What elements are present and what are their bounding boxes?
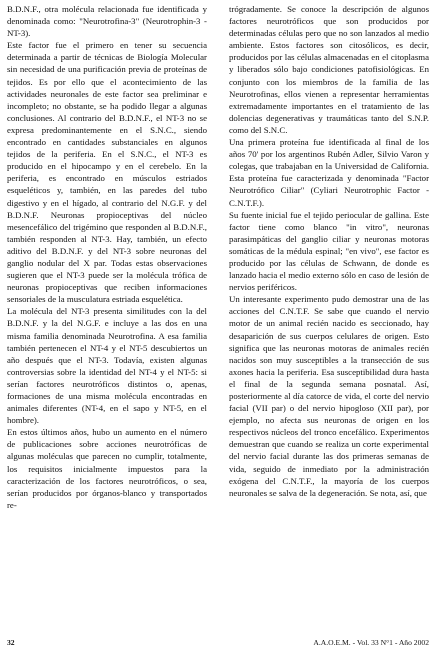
journal-citation: A.A.O.E.M. - Vol. 33 N°1 - Año 2002 [313, 638, 429, 647]
paragraph: Un interesante experimento pudo demostrar una de las acciones del C.N.T.F. Se sabe que cuando el nervio motor de un animal recién nacido es seccionado, hay desaparición de sus cuerpos celulares de origen. Esto significa que las neuronas motoras de animales recién nacidos son muy susceptibles a la transección de sus axones hacia la periferia. Esa susceptibilidad dura hasta el final de la segunda semana posnatal. Así, posteriormente al día catorce de vida, el corte del nervio facial (VII par) o del nervio hipogloso (XII par), por ejemplo, no afecta sus neuronas de origen en los respectivos núcleos del tronco encefálico. Experimentos demuestran que cuando se realiza un corte experimental del nervio facial durante las dos primeras semanas de vida, seguido de inmediato por la administración exógena del C.N.T.F., la mayoría de los cuerpos neuronales se salva de la degeneración. Se nota, así, que [229, 294, 429, 498]
paragraph: En estos últimos años, hubo un aumento en el número de publicaciones sobre acciones neurotróficas de algunas moléculas que parecen no cumplir, totalmente, los requisitos inicialmente impuestos para la caracterización de los factores neurotróficos, o sea, serían producidos por órganos-blanco y transportados re- [7, 427, 207, 510]
paragraph: Este factor fue el primero en tener su secuencia determinada a partir de técnicas de Biología Molecular sin necesidad de una purificación previa de proteínas de tejidos. Es por ello que el acontecimiento de las actividades neuronales de este factor sea preliminar e incompleto; no obstante, se ha podido llegar a algunas conclusiones. Al contrario del B.D.N.F., el NT-3 no se expresa predominantemente en el S.N.C., siendo encontrado en cantidades substanciales en algunos tejidos de la periferia. En el S.N.C., el NT-3 es producido en el hipocampo y en el cerebelo. En la periferia, es encontrado en músculos estriados esqueléticos y, también, en las paredes del tubo digestivo y en el hígado, al contrario del N.G.F. y del B.D.N.F. Neuronas propioceptivas del núcleo mesencefálico del trigémino que responden al B.D.N.F., también responden al NT-3. Hay, también, un efecto aditivo del B.D.N.F. y del NT-3 sobre neuronas del ganglio nodular del X par. Todas estas observaciones sugieren que el NT-3 puede ser la molécula trófica de neuronas propioceptivas que reciben informaciones sensoriales de la musculatura estriada esquelética. [7, 40, 207, 305]
paragraph: Su fuente inicial fue el tejido periocular de gallina. Este factor tiene como blanco "in vitro", neuronas parasimpáticas del ganglio ciliar y neuronas motoras somáticas de la médula espinal; "en vivo", ese factor es producido por las células de Schwann, de donde es lanzado hacia el medio externo sólo en caso de lesión de nervios periféricos. [229, 209, 429, 293]
paragraph: trógradamente. Se conoce la descripción de algunos factores neurotróficos que son producidos por determinadas células pero que no son lanzados al medio ambiente. Estos factores son citosólicos, es decir, producidos por las células almacenadas en el citoplasma y liberados sólo bajo condiciones patofisiológicas. En conjunto con los miembros de la familia de las Neurotrofinas, ellos vienen a representar herramientas extremadamente importantes en el tratamiento de las dolencias degenerativas y traumáticas tanto del S.N.P. como del S.N.C. [229, 4, 429, 135]
paragraph: La molécula del NT-3 presenta similitudes con la del B.D.N.F. y la del N.G.F. e incluye a las dos en una misma familia denominada Neurotrofina. A esa familia también pertenecen el NT-4 y el NT-5 descubiertos un año después que el NT-3. Todavía, existen algunas controversias sobre la identidad del NT-4 y el NT-5: si serían factores neurotróficos distintos o, apenas, formaciones de una misma molécula encontradas en animales diferentes (NT-4, en el sapo y NT-5, en el hombre). [7, 306, 207, 426]
page-number: 32 [7, 638, 15, 647]
right-column [229, 3, 429, 499]
left-column [7, 3, 207, 511]
paragraph: Una primera proteína fue identificada al final de los años 70' por los argentinos Rubén Adler, Silvio Varon y colegas, que trabajaban en la Universidad de California. Esta proteína fue caracterizada y denominada "Factor Neurotrófico Ciliar" (Cyliari Neurotrophic Factor - C.N.T.F.). [229, 137, 429, 208]
paragraph: B.D.N.F., otra molécula relacionada fue identificada y denominada como: "Neurotrofina-3" (Neurotrophin-3 - NT-3). [7, 4, 207, 39]
